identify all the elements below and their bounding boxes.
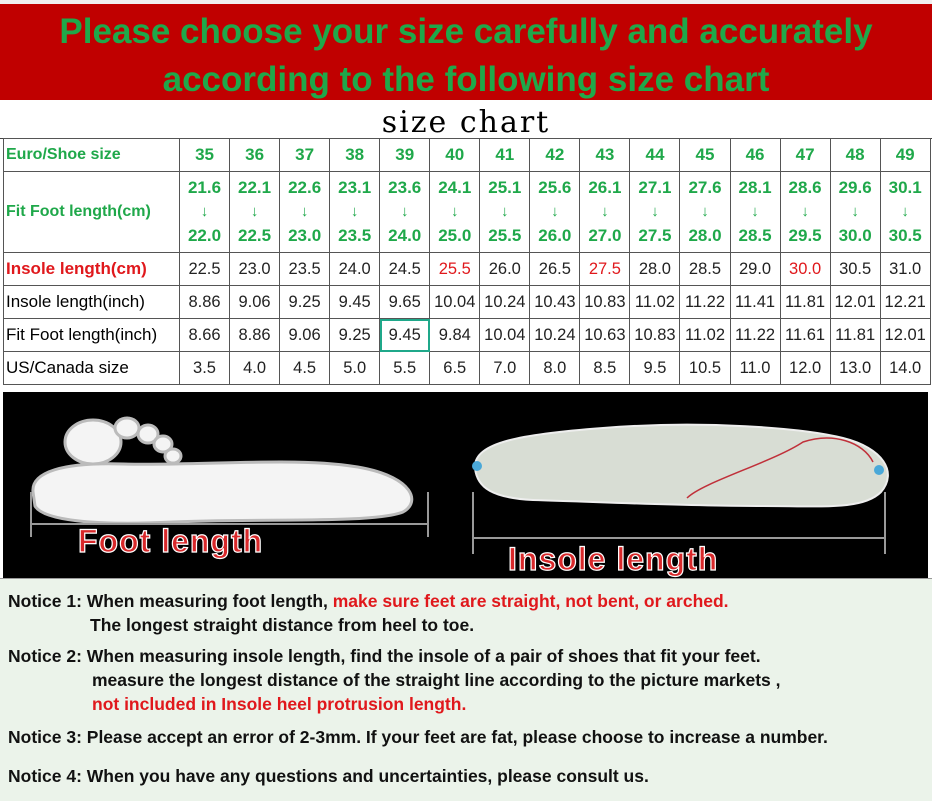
table-cell <box>480 172 530 253</box>
down-arrow-icon: ↓ <box>801 203 809 220</box>
row-insole-inch <box>4 286 931 319</box>
foot-outline-icon <box>33 418 412 523</box>
row-label: Fit Foot length(cm) <box>4 172 180 253</box>
down-arrow-icon: ↓ <box>601 203 609 220</box>
table-cell: 11.81 <box>780 286 830 319</box>
range-from: 22.1 <box>238 178 272 197</box>
table-cell <box>180 172 230 253</box>
range-from: 27.1 <box>638 178 672 197</box>
table-cell: 49 <box>880 139 930 172</box>
down-arrow-icon: ↓ <box>751 203 759 220</box>
table-cell: 12.01 <box>880 319 930 352</box>
notice-2-text: Notice 2: When measuring insole length, find the insole of a pair of shoes that fit your feet. <box>8 646 761 666</box>
size-chart-table <box>3 138 931 385</box>
table-cell <box>580 172 630 253</box>
range-from: 25.1 <box>488 178 522 197</box>
foot-length-label: Foot length <box>78 523 264 559</box>
table-cell <box>680 172 730 253</box>
table-cell <box>780 172 830 253</box>
range-from: 21.6 <box>187 178 222 197</box>
down-arrow-icon: ↓ <box>451 203 459 220</box>
banner-title-line-2: according to the following size chart <box>162 60 770 99</box>
row-us-canada-size <box>4 352 931 385</box>
table-cell: 9.25 <box>330 319 380 352</box>
range-to: 27.0 <box>588 226 622 245</box>
range-to: 23.5 <box>338 226 372 245</box>
insole-outline-icon <box>472 425 888 507</box>
table-cell: 5.5 <box>380 352 430 385</box>
row-insole-cm <box>4 253 931 286</box>
table-cell: 9.84 <box>430 319 480 352</box>
notice-2 <box>8 644 781 716</box>
table-cell: 11.0 <box>730 352 780 385</box>
table-cell: 27.5 <box>580 253 630 286</box>
table-cell <box>630 172 680 253</box>
table-cell: 12.21 <box>880 286 930 319</box>
notice-3: Notice 3: Please accept an error of 2-3mm. If your feet are fat, please choose to increase a number. <box>8 727 828 747</box>
table-cell: 9.06 <box>280 319 330 352</box>
table-cell: 24.0 <box>330 253 380 286</box>
table-cell: 8.0 <box>530 352 580 385</box>
range-to: 23.0 <box>288 226 322 245</box>
table-cell: 11.22 <box>730 319 780 352</box>
table-cell: 10.04 <box>430 286 480 319</box>
range-to: 25.5 <box>488 226 522 245</box>
table-cell: 47 <box>780 139 830 172</box>
table-cell: 36 <box>230 139 280 172</box>
row-label: Insole length(cm) <box>4 253 180 286</box>
table-cell: 26.5 <box>530 253 580 286</box>
range-from: 23.1 <box>338 178 372 197</box>
table-cell: 29.0 <box>730 253 780 286</box>
down-arrow-icon: ↓ <box>651 203 659 220</box>
range-from: 27.6 <box>688 178 722 197</box>
table-cell: 10.63 <box>580 319 630 352</box>
table-cell: 9.65 <box>380 286 430 319</box>
down-arrow-icon: ↓ <box>551 203 559 220</box>
table-cell: 30.0 <box>780 253 830 286</box>
notice-1-text: Notice 1: When measuring foot length, <box>8 591 333 611</box>
down-arrow-icon: ↓ <box>701 203 709 220</box>
table-cell: 46 <box>730 139 780 172</box>
table-cell <box>230 172 280 253</box>
table-cell: 12.0 <box>780 352 830 385</box>
table-cell: 40 <box>430 139 480 172</box>
size-chart-title: size chart <box>0 100 932 139</box>
row-label: Fit Foot length(inch) <box>4 319 180 352</box>
table-cell: 8.86 <box>180 286 230 319</box>
notice-4: Notice 4: When you have any questions and uncertainties, please consult us. <box>8 766 649 786</box>
banner-title-line-1: Please choose your size carefully and accurately <box>59 12 873 51</box>
notices-panel <box>0 578 932 801</box>
table-cell: 10.83 <box>630 319 680 352</box>
table-cell: 9.45 <box>330 286 380 319</box>
down-arrow-icon: ↓ <box>300 203 309 220</box>
table-cell: 28.5 <box>680 253 730 286</box>
table-cell: 10.04 <box>480 319 530 352</box>
table-cell: 4.5 <box>280 352 330 385</box>
down-arrow-icon: ↓ <box>501 203 509 220</box>
table-cell: 23.0 <box>230 253 280 286</box>
table-cell: 9.45 <box>380 319 430 352</box>
table-cell: 41 <box>480 139 530 172</box>
range-from: 28.6 <box>788 178 822 197</box>
notice-2-detail: measure the longest distance of the straight line according to the picture markets , <box>92 670 781 690</box>
table-cell: 11.81 <box>830 319 880 352</box>
header-banner <box>0 0 932 100</box>
table-cell <box>380 172 430 253</box>
table-cell <box>430 172 480 253</box>
table-cell: 10.24 <box>480 286 530 319</box>
range-from: 23.6 <box>388 178 422 197</box>
row-fit-foot-inch <box>4 319 931 352</box>
table-cell: 11.22 <box>680 286 730 319</box>
range-to: 29.5 <box>788 226 822 245</box>
measurement-illustration <box>3 392 928 578</box>
table-cell: 7.0 <box>480 352 530 385</box>
table-cell: 5.0 <box>330 352 380 385</box>
range-to: 26.0 <box>538 226 572 245</box>
range-to: 25.0 <box>438 226 472 245</box>
down-arrow-icon: ↓ <box>851 203 859 220</box>
table-cell: 11.02 <box>680 319 730 352</box>
table-cell: 11.61 <box>780 319 830 352</box>
range-to: 30.0 <box>838 226 872 245</box>
table-cell: 3.5 <box>180 352 230 385</box>
range-to: 28.0 <box>688 226 722 245</box>
table-cell: 11.41 <box>730 286 780 319</box>
table-cell: 42 <box>530 139 580 172</box>
table-cell: 6.5 <box>430 352 480 385</box>
range-to: 24.0 <box>388 226 422 245</box>
row-label: Euro/Shoe size <box>4 139 180 172</box>
range-to: 30.5 <box>888 226 922 245</box>
table-cell: 43 <box>580 139 630 172</box>
table-cell: 24.5 <box>380 253 430 286</box>
table-cell: 8.66 <box>180 319 230 352</box>
range-from: 22.6 <box>288 178 322 197</box>
table-cell: 25.5 <box>430 253 480 286</box>
range-from: 25.6 <box>538 178 572 197</box>
range-from: 24.1 <box>438 178 472 197</box>
table-cell: 4.0 <box>230 352 280 385</box>
table-cell: 45 <box>680 139 730 172</box>
range-to: 22.0 <box>187 226 222 245</box>
table-cell: 35 <box>180 139 230 172</box>
range-to: 28.5 <box>738 226 772 245</box>
table-cell: 10.5 <box>680 352 730 385</box>
table-cell: 10.83 <box>580 286 630 319</box>
row-label: Insole length(inch) <box>4 286 180 319</box>
table-cell <box>880 172 930 253</box>
range-from: 30.1 <box>888 178 922 197</box>
down-arrow-icon: ↓ <box>200 203 209 220</box>
table-cell: 39 <box>380 139 430 172</box>
range-from: 29.6 <box>838 178 872 197</box>
range-to: 22.5 <box>238 226 272 245</box>
table-cell: 9.5 <box>630 352 680 385</box>
row-label: US/Canada size <box>4 352 180 385</box>
row-fit-foot-cm <box>4 172 931 253</box>
table-cell: 9.25 <box>280 286 330 319</box>
table-cell: 44 <box>630 139 680 172</box>
table-cell: 10.43 <box>530 286 580 319</box>
table-cell: 37 <box>280 139 330 172</box>
table-cell <box>330 172 380 253</box>
notice-2-warning: not included in Insole heel protrusion length. <box>92 694 467 714</box>
table-cell <box>530 172 580 253</box>
down-arrow-icon: ↓ <box>400 203 409 220</box>
table-cell: 48 <box>830 139 880 172</box>
table-cell: 10.24 <box>530 319 580 352</box>
table-cell: 30.5 <box>830 253 880 286</box>
table-cell: 23.5 <box>280 253 330 286</box>
table-cell: 28.0 <box>630 253 680 286</box>
table-cell: 8.5 <box>580 352 630 385</box>
row-euro-size <box>4 139 931 172</box>
down-arrow-icon: ↓ <box>250 203 259 220</box>
table-cell: 12.01 <box>830 286 880 319</box>
notice-1 <box>8 589 729 637</box>
down-arrow-icon: ↓ <box>901 203 909 220</box>
table-cell <box>280 172 330 253</box>
table-cell: 9.06 <box>230 286 280 319</box>
insole-length-label: Insole length <box>508 541 719 577</box>
down-arrow-icon: ↓ <box>350 203 359 220</box>
range-from: 28.1 <box>738 178 772 197</box>
table-cell <box>730 172 780 253</box>
table-cell: 26.0 <box>480 253 530 286</box>
table-cell: 8.86 <box>230 319 280 352</box>
range-from: 26.1 <box>588 178 622 197</box>
notice-1-detail: The longest straight distance from heel to toe. <box>90 615 475 635</box>
table-cell: 38 <box>330 139 380 172</box>
table-cell: 31.0 <box>880 253 930 286</box>
range-to: 27.5 <box>638 226 672 245</box>
notice-1-warning: make sure feet are straight, not bent, or arched. <box>332 591 729 611</box>
table-cell: 11.02 <box>630 286 680 319</box>
table-cell: 13.0 <box>830 352 880 385</box>
measurement-diagram <box>3 392 928 578</box>
table-cell <box>830 172 880 253</box>
table-cell: 22.5 <box>180 253 230 286</box>
table-cell: 14.0 <box>880 352 930 385</box>
